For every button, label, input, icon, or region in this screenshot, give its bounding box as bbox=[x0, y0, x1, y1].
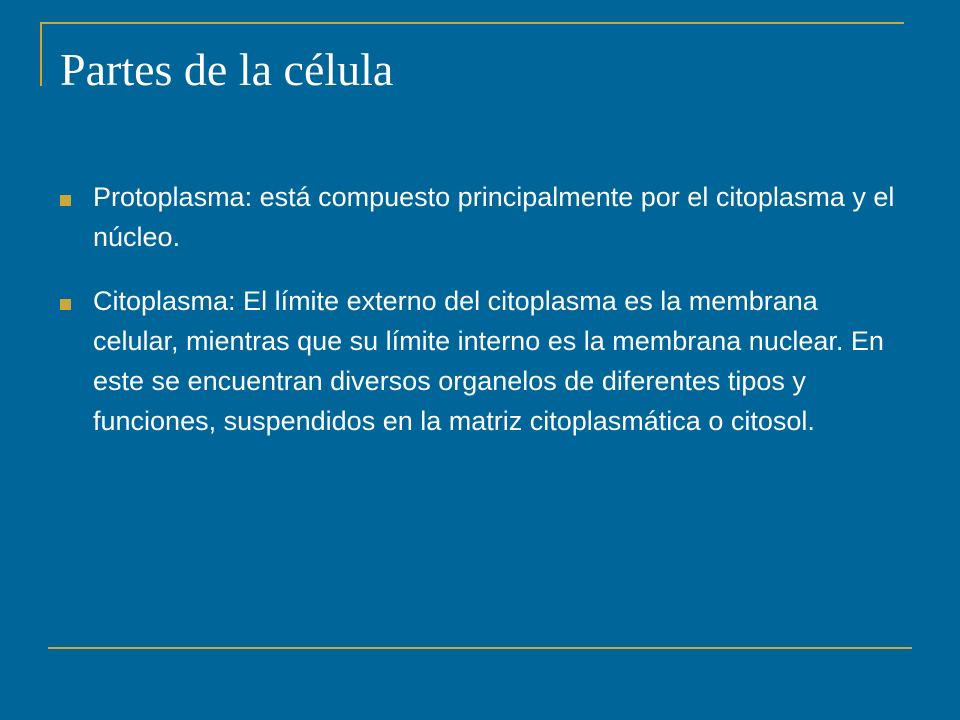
slide-title: Partes de la célula bbox=[60, 44, 394, 95]
square-bullet-icon bbox=[60, 195, 71, 206]
bullet-text-protoplasma: Protoplasma: está compuesto principalmente por el citoplasma y el núcleo. bbox=[93, 182, 895, 252]
square-bullet-icon bbox=[60, 299, 71, 310]
bullet-list bbox=[60, 177, 900, 465]
bullet-item bbox=[60, 177, 900, 257]
bullet-item bbox=[60, 281, 900, 441]
bullet-text-citoplasma: Citoplasma: El límite externo del citoplasma es la membrana celular, mientras que su límite interno es la membrana nuclear. En este se encuentran diversos organelos de diferentes tipos y funciones, suspendidos en la matriz citoplasmática o citosol. bbox=[93, 286, 884, 436]
bottom-divider bbox=[48, 647, 912, 649]
left-divider bbox=[40, 22, 42, 86]
top-divider bbox=[40, 22, 904, 24]
